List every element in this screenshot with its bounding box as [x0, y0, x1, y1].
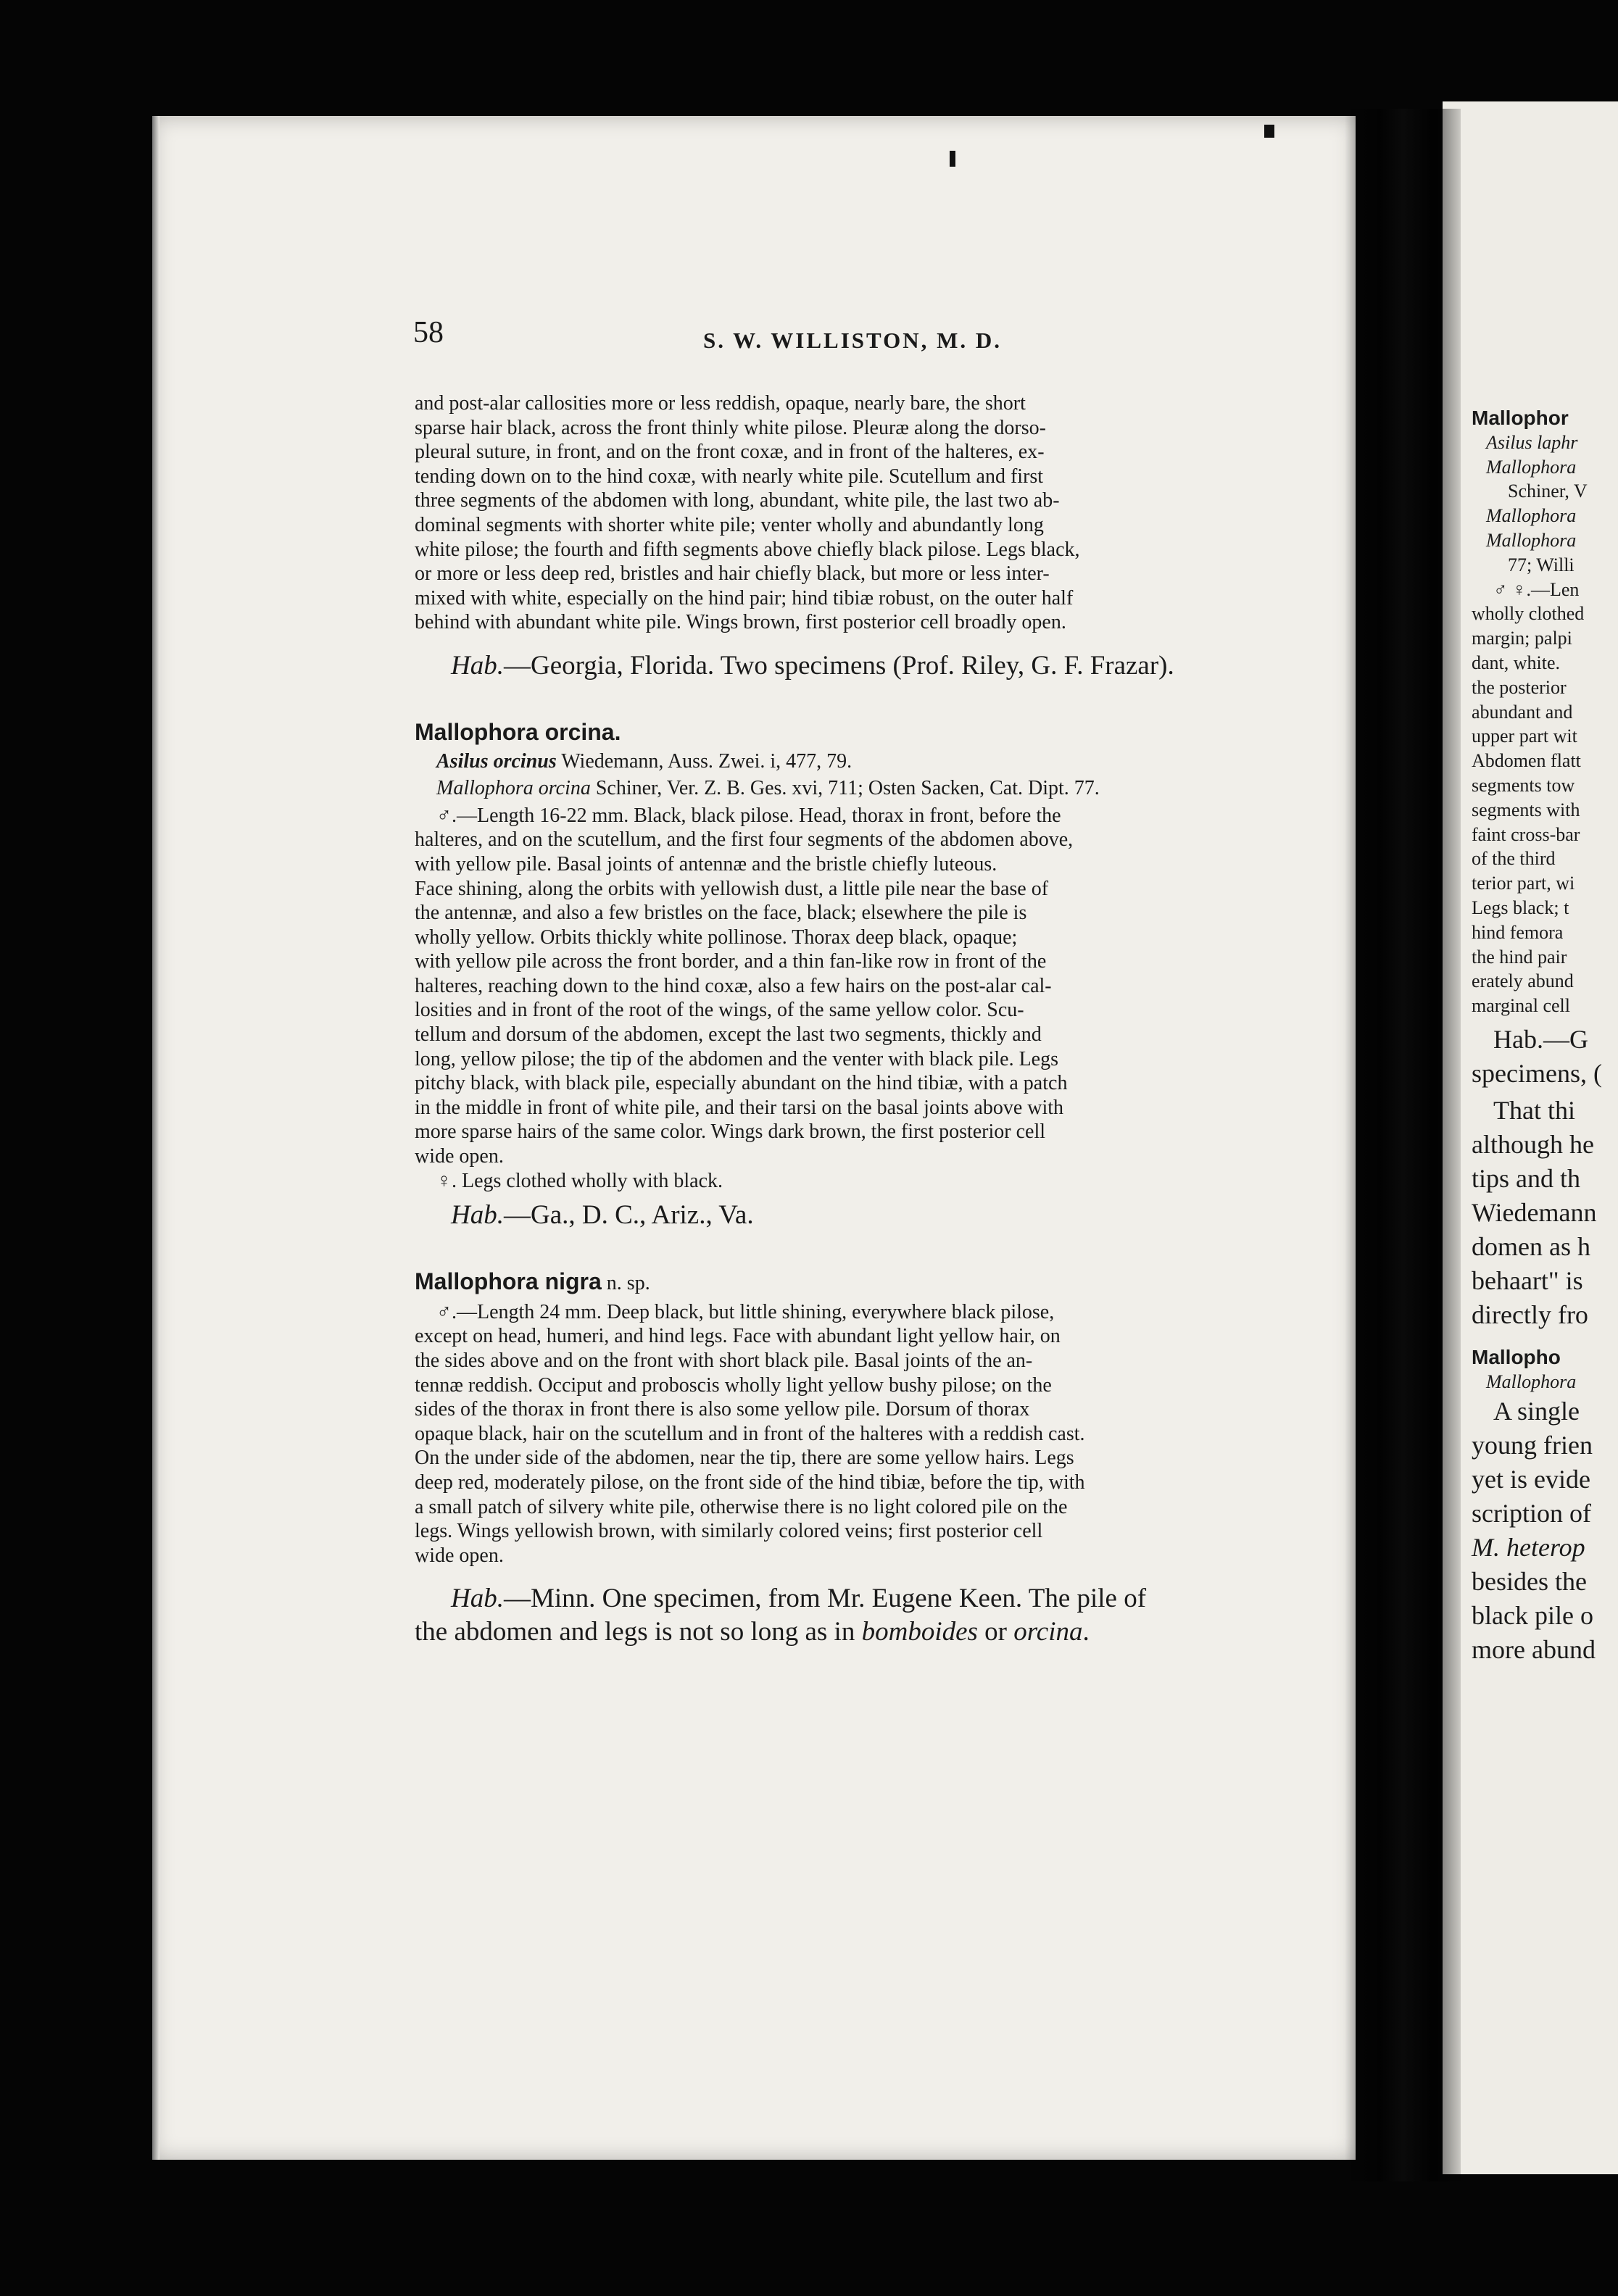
description-line: legs. Wings yellowish brown, with similarly colored veins; first posterior cell	[415, 1520, 1043, 1543]
habitat-paragraph	[415, 649, 1334, 683]
intro-line: behind with abundant white pile. Wings brown, first posterior cell broadly open.	[415, 611, 1066, 634]
right-fragment: scription of	[1472, 1498, 1591, 1528]
right-fragment: the hind pair	[1472, 946, 1567, 968]
description-line: Face shining, along the orbits with yellowish dust, a little pile near the base of	[415, 877, 1049, 900]
habitat-paragraph: Hab.—Minn. One specimen, from Mr. Eugene Keen. The pile of	[451, 1584, 1147, 1614]
right-fragment: abundant and	[1472, 701, 1573, 723]
right-fragment: erately abund	[1472, 970, 1574, 992]
intro-line: tending down on to the hind coxæ, with nearly white pile. Scutellum and first	[415, 465, 1044, 488]
right-fragment: ♂ ♀.—Len	[1493, 578, 1580, 600]
description-line: with yellow pile. Basal joints of antennæ and the bristle chiefly luteous.	[415, 852, 997, 875]
right-fragment: Mallopho	[1472, 1345, 1561, 1368]
page-edge-shadow	[152, 116, 159, 2160]
right-fragment: Asilus laphr	[1486, 431, 1578, 453]
right-fragment: A single	[1493, 1396, 1580, 1426]
habitat-paragraph: Hab.—Ga., D. C., Ariz., Va.	[451, 1200, 754, 1231]
right-fragment: specimens, (	[1472, 1058, 1602, 1088]
intro-line: pleural suture, in front, and on the front coxæ, and in front of the halteres, ex-	[415, 441, 1045, 464]
description-line: the sides above and on the front with short black pile. Basal joints of the an-	[415, 1349, 1033, 1372]
right-fragment: although he	[1472, 1129, 1594, 1159]
intro-line: three segments of the abdomen with long, abundant, white pile, the last two ab-	[415, 489, 1060, 512]
female-description: ♀. Legs clothed wholly with black.	[436, 1169, 723, 1192]
intro-line: and post-alar callosities more or less reddish, opaque, nearly bare, the short	[415, 392, 1026, 415]
right-fragment: terior part, wi	[1472, 873, 1575, 894]
right-fragment: upper part wit	[1472, 725, 1577, 747]
right-fragment: tips and th	[1472, 1163, 1580, 1193]
right-fragment: domen as h	[1472, 1231, 1590, 1261]
right-fragment: of the third	[1472, 848, 1556, 870]
description-line: halteres, and on the scutellum, and the first four segments of the abdomen above,	[415, 828, 1074, 852]
description-line: except on head, humeri, and hind legs. Face with abundant light yellow hair, on	[415, 1325, 1061, 1348]
right-fragment: Mallophora	[1486, 529, 1577, 551]
description-line: ♂.—Length 24 mm. Deep black, but little shining, everywhere black pilose,	[436, 1300, 1055, 1323]
right-fragment: Mallophora	[1486, 505, 1577, 527]
description-line: deep red, moderately pilose, on the front side of the hind tibiæ, before the tip, with	[415, 1471, 1085, 1494]
right-fragment: the posterior	[1472, 676, 1567, 698]
right-fragment: dant, white.	[1472, 652, 1561, 673]
description-line: ♂.—Length 16-22 mm. Black, black pilose. Head, thorax in front, before the	[436, 804, 1061, 827]
right-fragment: besides the	[1472, 1566, 1587, 1596]
description-line: tellum and dorsum of the abdomen, except the last two segments, thickly and	[415, 1023, 1042, 1047]
right-fragment: black pile o	[1472, 1600, 1593, 1630]
top-specks	[950, 151, 955, 167]
right-fragment: faint cross-bar	[1472, 823, 1580, 845]
description-line: tennæ reddish. Occiput and proboscis wholly light yellow bushy pilose; on the	[415, 1373, 1052, 1397]
right-fragment: That thi	[1493, 1095, 1575, 1125]
description-line: a small patch of silvery white pile, otherwise there is no light colored pile on the	[415, 1495, 1068, 1518]
right-fragment: Mallophora	[1486, 456, 1577, 478]
description-line: opaque black, hair on the scutellum and in front of the halteres with a reddish cast.	[415, 1422, 1085, 1445]
species-heading-orcina: Mallophora orcina.	[415, 718, 621, 745]
description-line: losities and in front of the root of the wings, of the same yellow color. Scu-	[415, 999, 1024, 1022]
right-fragment: Wiedemann	[1472, 1197, 1597, 1227]
synonym-line: Mallophora orcina Schiner, Ver. Z. B. Ges. xvi, 711; Osten Sacken, Cat. Dipt. 77.	[436, 777, 1100, 800]
description-line: pitchy black, with black pile, especially abundant on the hind tibiæ, with a patch	[415, 1072, 1068, 1095]
description-line: wide open.	[415, 1544, 504, 1567]
book-gutter-shadow	[1345, 109, 1461, 2181]
right-fragment: segments tow	[1472, 774, 1575, 796]
intro-line: sparse hair black, across the front thinly white pilose. Pleuræ along the dorso-	[415, 416, 1046, 439]
right-fragment: marginal cell	[1472, 995, 1570, 1017]
right-fragment: behaart" is	[1472, 1265, 1583, 1295]
right-fragment: directly fro	[1472, 1299, 1588, 1329]
hab-text: —Georgia, Florida. Two specimens (Prof. Riley, G. F. Frazar).	[503, 650, 1174, 681]
right-fragment: 77; Willi	[1508, 554, 1575, 575]
habitat-paragraph-continued: the abdomen and legs is not so long as in bomboides or orcina.	[415, 1617, 1090, 1647]
top-specks	[1264, 125, 1274, 138]
description-line: long, yellow pilose; the tip of the abdomen and the venter with black pile. Legs	[415, 1047, 1059, 1070]
description-line: wholly yellow. Orbits thickly white pollinose. Thorax deep black, opaque;	[415, 926, 1018, 949]
intro-line: mixed with white, especially on the hind pair; hind tibiæ robust, on the outer half	[415, 586, 1074, 610]
description-line: halteres, reaching down to the hind coxæ, also a few hairs on the post-alar cal-	[415, 974, 1052, 997]
description-line: in the middle in front of white pile, and their tarsi on the basal joints above with	[415, 1096, 1064, 1119]
intro-line: white pilose; the fourth and fifth segments above chiefly black pilose. Legs black,	[415, 538, 1080, 561]
right-page-text-fragments	[1472, 406, 1618, 1667]
hab-label: Hab.	[451, 650, 504, 681]
right-fragment: young frien	[1472, 1430, 1593, 1460]
right-fragment: Abdomen flatt	[1472, 750, 1581, 772]
right-fragment: more abund	[1472, 1634, 1596, 1664]
description-line: sides of the thorax in front there is also some yellow pile. Dorsum of thorax	[415, 1398, 1030, 1421]
page-number: 58	[413, 316, 444, 349]
synonym-line: Asilus orcinus Wiedemann, Auss. Zwei. i, 477, 79.	[436, 749, 852, 773]
right-fragment: hind femora	[1472, 921, 1564, 943]
right-fragment: Schiner, V	[1508, 481, 1588, 502]
description-line: with yellow pile across the front border, and a thin fan-like row in front of the	[415, 950, 1047, 973]
right-fragment: yet is evide	[1472, 1464, 1590, 1494]
description-line: wide open.	[415, 1145, 504, 1168]
right-fragment: wholly clothed	[1472, 603, 1585, 625]
species-heading-nigra: Mallophora nigra n. sp.	[415, 1268, 650, 1295]
right-fragment: Hab.—G	[1493, 1024, 1588, 1054]
right-fragment: segments with	[1472, 799, 1580, 820]
main-text-column	[415, 391, 1334, 1649]
running-head: S. W. WILLISTON, M. D.	[703, 328, 1003, 353]
right-fragment: Mallophora	[1486, 1370, 1577, 1392]
right-fragment: M. heterop	[1472, 1532, 1585, 1562]
description-line: more sparse hairs of the same color. Wings dark brown, the first posterior cell	[415, 1120, 1046, 1144]
intro-line: or more or less deep red, bristles and hair chiefly black, but more or less inter-	[415, 562, 1050, 586]
right-fragment: Mallophor	[1472, 407, 1569, 429]
right-fragment: Legs black; t	[1472, 897, 1569, 918]
right-fragment: margin; palpi	[1472, 628, 1572, 649]
description-line: the antennæ, and also a few bristles on the face, black; elsewhere the pile is	[415, 902, 1027, 925]
description-line: On the under side of the abdomen, near the tip, there are some yellow hairs. Legs	[415, 1447, 1074, 1470]
intro-line: dominal segments with shorter white pile; venter wholly and abundantly long	[415, 513, 1044, 536]
